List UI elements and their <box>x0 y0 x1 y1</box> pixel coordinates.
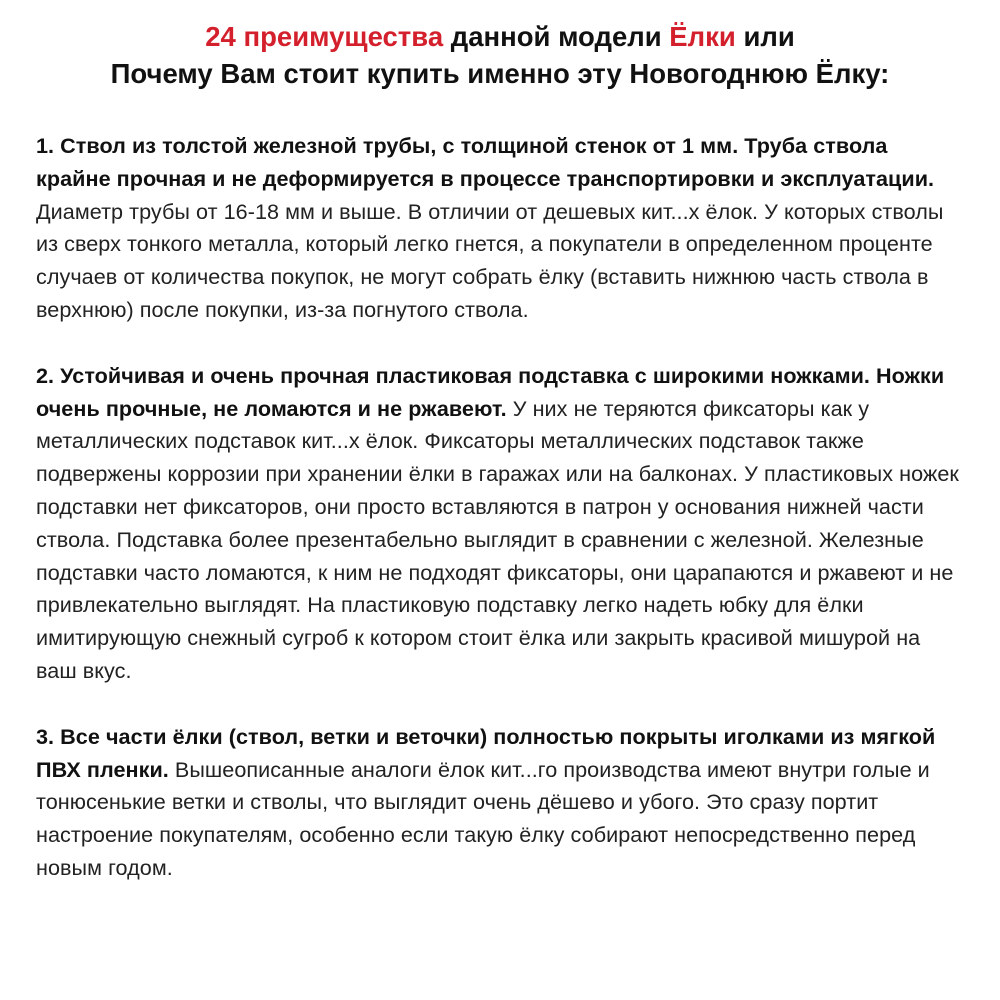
page-title <box>36 18 964 92</box>
title-tail-text: или <box>735 21 795 52</box>
title-highlight-tree: Ёлки <box>669 21 736 52</box>
advantage-2-body: У них не теряются фиксаторы как у металлических подставок кит...х ёлок. Фиксаторы металлических подставок также подвержены коррозии при хранении ёлки в гаражах или на балконах. У пластиковых ножек подставки нет фиксаторов, они просто вставляются в патрон у основания нижней части ствола. Подставка более презентабельно выглядит в сравнении с железной. Железные подставки часто ломаются, к ним не подходят фиксаторы, они царапаются и ржавеют и не привлекательно выглядят. На пластиковую подставку легко надеть юбку для ёлки имитирующую снежный сугроб к котором стоит ёлка или закрыть красивой мишурой на ваш вкус. <box>36 395 959 683</box>
advantage-3-headline: 3. Все части ёлки (ствол, ветки и веточки) полностью покрыты иголками из мягкой ПВХ пленки. <box>36 723 936 782</box>
advantage-1-body: Диаметр трубы от 16-18 мм и выше. В отличии от дешевых кит...х ёлок. У которых стволы из сверх тонкого металла, который легко гнется, а покупатели в определенном проценте случаев от количества покупок, не могут собрать ёлку (вставить нижнюю часть ствола в верхнюю) после покупки, из-за погнутого ствола. <box>36 198 944 322</box>
advantage-item-3 <box>36 721 964 885</box>
advantage-item-1 <box>36 130 964 327</box>
advantage-2-headline: 2. Устойчивая и очень прочная пластиковая подставка с широкими ножками. Ножки очень прочные, не ломаются и не ржавеют. <box>36 362 945 421</box>
title-middle-text: данной модели <box>443 21 670 52</box>
title-highlight-count: 24 преимущества <box>205 21 444 52</box>
title-line-2: Почему Вам стоит купить именно эту Новогоднюю Ёлку: <box>110 58 890 89</box>
advantage-item-2 <box>36 360 964 688</box>
title-line-1 <box>205 21 794 52</box>
advantage-1-headline: 1. Ствол из толстой железной трубы, с толщиной стенок от 1 мм. Труба ствола крайне прочная и не деформируется в процессе транспортировки и эксплуатации. <box>36 133 935 191</box>
advantage-3-body: Вышеописанные аналоги ёлок кит...го производства имеют внутри голые и тонюсенькие ветки и стволы, что выглядит очень дёшево и убого. Это сразу портит настроение покупателям, особенно если такую ёлку собирают непосредственно перед новым годом. <box>36 756 930 880</box>
